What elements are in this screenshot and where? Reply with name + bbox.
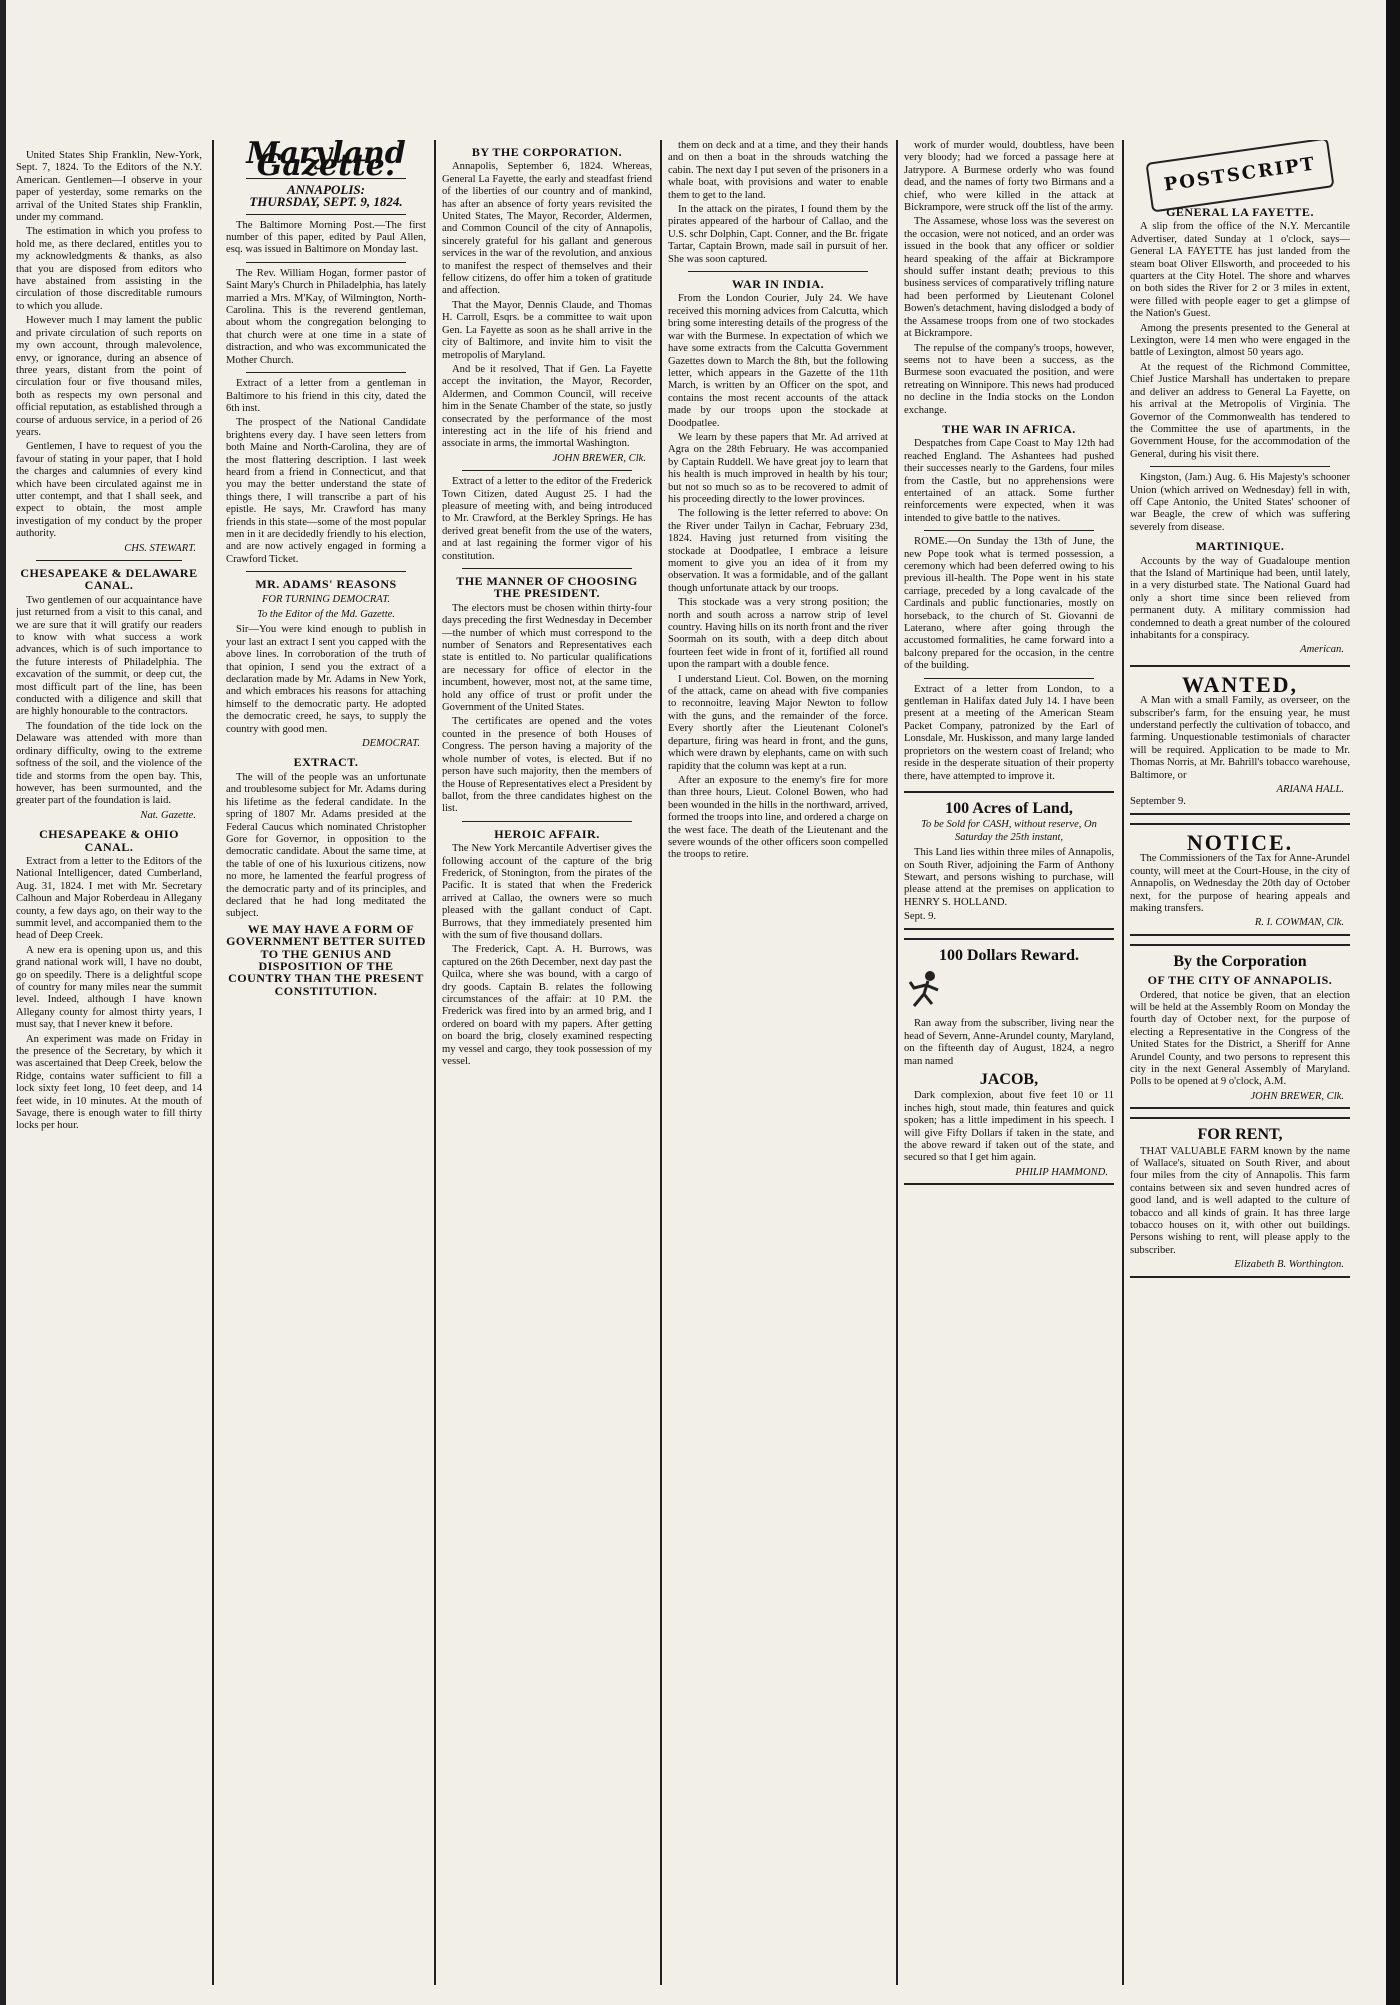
advertisement [1130, 944, 1350, 1109]
signature: JOHN BREWER, Clk. [1250, 1090, 1344, 1102]
ad-body: A Man with a small Family, as overseer, on the subscriber's farm, for the ensuing year, he must understand perfectly the cultivation of tobacco, and farming. Unquestionable testimonials of character will be required. Application to be made to Mr. Thomas Norris, at Mr. Bahrill's tobacco warehouse, Baltimore, or [1130, 695, 1350, 781]
headline: EXTRACT. [293, 755, 359, 770]
article-paragraph: The foundation of the tide lock on the Delaware was attended with more than ordinary difficulty, owing to the extreme softness of the soil, and the violence of the tide and storms from the open bay. This, however, has been surmounted, and the greater part of the foundation is laid. [16, 720, 202, 807]
article-paragraph: A slip from the office of the N.Y. Mercantile Advertiser, dated Sunday at 1 o'clock, says—General LA FAYETTE has just landed from the steam boat Oliver Ellsworth, and proceeded to his quarters at the City Hotel. The shore and wharves on both sides the River for 2 or 3 miles in extent, were filled with people eager to get a glimpse of the Nation's Guest. [1130, 221, 1350, 320]
signature: JOHN BREWER, Clk. [552, 452, 646, 464]
article-paragraph: The repulse of the company's troops, however, seems not to have been a success, as the Burmese soon evacuated the position, and were retreating on Winnipore. This news had produced no decline in the India stocks on the London exchange. [904, 342, 1114, 416]
ad-title: NOTICE. [1186, 829, 1294, 855]
article-paragraph: Despatches from Cape Coast to May 12th had reached England. The Ashantees had pushed their successes nearly to the Gardens, four miles from the Castle, but no apprehensions were entertained of an attack. Some further reinforcements were expected, when it was intended to give battle to the natives. [904, 438, 1114, 524]
signature: Nat. Gazette. [140, 809, 196, 821]
article-paragraph: Accounts by the way of Guadaloupe mention that the Island of Martinique had been, until lately, in a very disturbed state. The National Guard had only a short time since been relieved from permanent duty. A military commission had condemned to death a great number of the coloured inhabitants for a conspiracy. [1130, 555, 1350, 641]
masthead [226, 140, 426, 215]
ad-body: Ran away from the subscriber, living near the head of Severn, Anne-Arundel county, Maryland, on the fifteenth day of August, 1824, a negro man named [904, 1018, 1114, 1067]
article-paragraph: Sir—You were kind enough to publish in your last an extract I sent you capped with the above lines. In corroboration of the truth of that opinion, I send you the extract of a declaration made by Mr. Adams in New York, and which embraces his reasons for attaching himself to the democratic party. He adopted the democratic creed, he says, to supply the country with good men. [226, 624, 426, 735]
headline: THE WAR IN AFRICA. [942, 421, 1076, 436]
article-paragraph: The Rev. William Hogan, former pastor of Saint Mary's Church in Philadelphia, has lately married a Mrs. M'Kay, of Wilmington, North-Carolina. This is the reverend gentleman, about whom the congregation belonging to that church were at one time in a state of distraction, and who was excommunicated the Mother Church. [226, 267, 426, 366]
article-paragraph: WE MAY HAVE A FORM OF GOVERNMENT BETTER SUITED TO THE GENIUS AND DISPOSITION OF THE COUNTRY THAN THE PRESENT CONSTITUTION. [226, 921, 426, 998]
column-4 [904, 140, 1114, 1975]
headline: MR. ADAMS' REASONS [255, 577, 397, 592]
column-rule [660, 140, 662, 1985]
advertisement [904, 938, 1114, 1186]
ad-title: FOR RENT, [1197, 1126, 1283, 1144]
article-paragraph: Extract of a letter from a gentleman in Baltimore to his friend in this city, dated the 6th inst. [226, 378, 426, 414]
article-paragraph: work of murder would, doubtless, have been very bloody; had we forced a passage here at Jatrypore. A Burmese orderly who was found dead, and the names of forty two Birmans and a chief, who were killed in the attack at Bickrampore, were struck off the list of the army. [904, 140, 1114, 214]
article-paragraph: At the request of the Richmond Committee, Chief Justice Marshall has undertaken to prepare and deliver an address to General La Fayette, on his arrival at the Metropolis of Virginia. The Governor of the Commonwealth has tendered to the Committee the use of apartments, in the Government House, for the accommodation of the General, during his visit there. [1130, 361, 1350, 460]
divider [246, 372, 406, 373]
divider [924, 530, 1094, 531]
signature: R. I. COWMAN, Clk. [1254, 917, 1344, 929]
article-paragraph: Gentlemen, I have to request of you the favour of stating in your paper, that I hold the charges and calumnies of every kind which have been circulated against me in utter contempt, and that I shall seek, and expect to obtain, the most ample investigation of my conduct by the proper authority. [16, 441, 202, 540]
ad-subtitle: To be Sold for CASH, without reserve, On Saturday the 25th instant, [921, 819, 1097, 843]
ad-body: This Land lies within three miles of Annapolis, on South River, adjoining the Farm of Anthony Stewart, and persons wishing to purchase, will please attend at the premises on application to HENRY S. HOLLAND. [904, 847, 1114, 908]
runaway-figure-icon [904, 970, 950, 1010]
article-paragraph: We learn by these papers that Mr. Ad arrived at Agra on the 28th February. He was accompanied by Captain Ruddell. We have great joy to learn that his health is much improved in health by his tour; but not so much so as to be recovered to admit of his proceeding directly to the lower provinces. [668, 431, 888, 505]
ad-body: Ordered, that notice be given, that an election will be held at the Assembly Room on Monday the fourth day of October next, for the purpose of electing a Representative in the Congress of the United States for the District, a Sheriff for Anne Arundel County, and two persons to represent this city in the next General Assembly of Maryland. Polls to be opened at 9 o'clock, A.M. [1130, 989, 1350, 1088]
ad-title: By the Corporation [1173, 952, 1307, 970]
article-paragraph: The certificates are opened and the votes counted in the presence of both Houses of Congress. The person having a majority of the whole number of votes, is elected. But if no person have such majority, then the members of the House of Representatives elect a President by ballot, from the three candidates highest on the list. [442, 716, 652, 815]
ad-date: Sept. 9. [904, 911, 937, 923]
column-rule [896, 140, 898, 1985]
subheadline: FOR TURNING DEMOCRAT. [261, 593, 391, 605]
advertisement [1130, 1117, 1350, 1277]
article-paragraph: However much I may lament the public and private circulation of such reports on my own account, through malevolence, envy, or ignorance, during an absence of three years, distant from the point of circulation four or five thousand miles, both as respects my own personal and official reputation, as established through a course of arduous service, in a period of 26 years. [16, 315, 202, 438]
article-paragraph: The following is the letter referred to above: On the River under Tailyn in Cachar, February 23d, 1824. Having just returned from visiting the stockade at Doodpatlee, I embrace a leisure moment to give you an idea of it from my observation. It was a formidable, and of the gallant though unfortunate attack by our troops. [668, 508, 888, 594]
article-paragraph: The estimation in which you profess to hold me, as there declared, entitles you to my acknowledgments & thanks, as also that you are disposed from editors who have abstained from assisting in the circulation of those discreditable rumours to which you allude. [16, 226, 202, 312]
divider [462, 470, 632, 471]
article-paragraph: A new era is opening upon us, and this grand national work will, I have no doubt, go on speedily. There is a delightful scope of country for many miles near the summit level. Indeed, although I have known Allegany county for almost thirty years, I must say, that I never knew it before. [16, 944, 202, 1031]
ad-body: Dark complexion, about five feet 10 or 11 inches high, stout made, thin features and quick spoken; has a little impediment in his speech. I will give Fifty Dollars if taken in the state, and the above reward if taken out of the state, and secured so that I get him again. [904, 1090, 1114, 1164]
ad-title: WANTED, [1181, 671, 1299, 697]
signature: PHILIP HAMMOND. [1015, 1166, 1108, 1178]
column-3 [668, 140, 888, 1975]
article-paragraph: This stockade was a very strong position; the north and south across a narrow strip of level country. Having hills on its north front and the river Soormah on its south, with a deep ditch about fourteen feet wide in front of it, fortified all round upon the rampart with a double fence. [668, 597, 888, 671]
divider [246, 571, 406, 572]
ad-body: THAT VALUABLE FARM known by the name of Wallace's, situated on South River, and about four miles from the city of Annapolis. This farm contains between six and seven hundred acres of good land, and is well adapted to the culture of tobacco and all kinds of grain. It has three large tobacco houses on it, with other out buildings. Persons wishing to rent, will please apply to the subscriber. [1130, 1145, 1350, 1256]
article-paragraph: The electors must be chosen within thirty-four days preceding the first Wednesday in December—the number of which must correspond to the number of Senators and Representatives each state is entitled to. No particular qualifications are necessary for office of elector in the incumbent, however, most not, at the same time, hold any office of trust or profit under the Government of the United States. [442, 602, 652, 714]
article-paragraph: An experiment was made on Friday in the presence of the Secretary, by which it was ascertained that Deep Creek, below the Ridge, contains water sufficient to fill a lock sixty feet long, 10 feet deep, and 14 feet wide, in 10 minutes. At the mouth of Savage, there is enough water to fill thirty locks per hour. [16, 1033, 202, 1132]
column-rule [1122, 140, 1124, 1985]
ad-title: 100 Dollars Reward. [939, 946, 1079, 964]
article-paragraph: In the attack on the pirates, I found them by the pirates appeared of the harbour of Callao, and the U.S. schr Dolphin, Capt. Conner, and the Br. frigate Tartar, Captain Brown, made sail in pursuit of her. She was soon captured. [668, 204, 888, 265]
ad-body: The Commissioners of the Tax for Anne-Arundel county, will meet at the Court-House, in the city of Annapolis, on Wednesday the 20th day of October next, for the purpose of hearing appeals and making transfers. [1130, 853, 1350, 914]
article-paragraph: Extract of a letter to the editor of the Frederick Town Citizen, dated August 25. I had the pleasure of meeting with, and being introduced to Mr. Crawford, at the Berkley Springs. He has derived great benefit from the use of the waters, and at last regaining the former vigor of his constitution. [442, 476, 652, 562]
article-paragraph: them on deck and at a time, and they their hands and on then a boat in the shrouds watching the cabin. The next day I put seven of the prisoners in a whale boat, with provisions and water to enable them to get to the land. [668, 140, 888, 201]
article-paragraph: I understand Lieut. Col. Bowen, on the morning of the attack, came on ahead with five companies to reconnoitre, leaving Major Newton to follow with the guns, and the remainder of the force. Every shortly after the Lieutenant Colonel's departure, firing was heard in front, and the guns, which were drawn by elephants, came on with such rapidity that the column was kept at a run. [668, 673, 888, 772]
ad-name: JACOB, [979, 1071, 1039, 1088]
column-rule [212, 140, 214, 1985]
postscript-banner: POSTSCRIPT [1145, 140, 1334, 213]
advertisement [904, 791, 1114, 930]
article-paragraph: After an exposure to the enemy's fire for more than three hours, Lieut. Colonel Bowen, who had been wounded in the hills in the northward, arrived, formed the troops into line, and ordered a charge on the west face. The death of the Lieutenant and the severe wounds of the other officers soon compelled the troops to retire. [668, 774, 888, 861]
signature: American. [1300, 644, 1344, 656]
article-paragraph: The New York Mercantile Advertiser gives the following account of the capture of the brig Frederick, of Stonington, from the pirates of the Pacific. It is stated that when the Frederick arrived at Callao, the owners were so much pleased with the gallant conduct of Capt. Burrows, that they immediately presented him with the sum of five thousand dollars. [442, 843, 652, 941]
headline: THE MANNER OF CHOOSING THE PRESIDENT. [456, 574, 638, 601]
article-paragraph: Two gentlemen of our acquaintance have just returned from a visit to this canal, and we are sure that it will gratify our readers to know with what success a work advances, which is of such importance to the future interests of Philadelphia. The excavation of the summit, or deep cut, the most difficult part of the line, has been conducted with a diligence and skill that are highly honourable to the contractors. [16, 594, 202, 718]
subheadline: To the Editor of the Md. Gazette. [257, 609, 395, 620]
newspaper-page [6, 0, 1386, 2005]
ad-date: September 9. [1130, 796, 1186, 808]
divider [246, 214, 406, 215]
signature: DEMOCRAT. [362, 738, 420, 750]
article-paragraph: ROME.—On Sunday the 13th of June, the new Pope took what is termed possession, a ceremony which had been deferred owing to his previous ill-health. The Pope went in his state carriage, preceded by a long cavalcade of the Cardinals and public functionaries, mostly on horseback, to the church of St. Giovanni de Laterano, where after going through the accustomed formalities, he came forward into a balcony prepared for the occasion, in the centre of the building. [904, 536, 1114, 672]
divider [688, 271, 868, 272]
article-paragraph: Kingston, (Jam.) Aug. 6. His Majesty's schooner Union (which arrived on Wednesday) fell in with, off Cape Antonio, the United States' schooner of war Beagle, the crew of which was suffering severely from disease. [1130, 472, 1350, 533]
headline: CHESAPEAKE & OHIO CANAL. [39, 827, 179, 854]
article-paragraph: Extract from a letter to the Editors of the National Intelligencer, dated Cumberland, Aug. 31, 1824. I met with Mr. Secretary Calhoun and Major Roberdeau in Allegany county, a few days ago, on their way to the summit level, and accompanied them to the head of Deep Creek. [16, 855, 202, 942]
article-paragraph: And be it resolved, That if Gen. La Fayette accept the invitation, the Mayor, Recorder, Aldermen, and Common Council, will receive him in the Senate Chamber of the state, so justly consecrated by the performance of the most interesting act in the life of his friend and associate in arms, the immortal Washington. [442, 363, 652, 450]
divider [462, 568, 632, 569]
divider [924, 678, 1094, 679]
article-paragraph: The prospect of the National Candidate brightens every day. I have seen letters from both Maine and North-Carolina, they are of the most flattering description. I last week heard from a friend in Connecticut, and that you may the better understand the state of things there, I will transcribe a part of his epistle. He says, Mr. Crawford has many friends in this state—some of the most popular men in it are decidedly friendly to his election, and are now actively engaged in forming a Crawford Ticket. [226, 417, 426, 565]
column-2 [442, 140, 652, 1975]
headline: GENERAL LA FAYETTE. [1166, 205, 1314, 219]
article-paragraph: United States Ship Franklin, New-York, Sept. 7, 1824. To the Editors of the N.Y. American. Gentlemen—I observe in your paper of yesterday, some remarks on the arrival of the United States ship Franklin, under my command. [16, 150, 202, 224]
divider [462, 821, 632, 822]
advertisement [1130, 823, 1350, 936]
divider [36, 560, 182, 561]
article-paragraph: The Frederick, Capt. A. H. Burrows, was captured on the 26th December, next day past the Quilca, where she was bound, with a cargo of dry goods. Captain B. relates the following circumstances of the affair: at 10 P.M. the Frederick was fired into by an armed brig, and I ordered on board with my papers. After getting on board the brig, closely examined respecting my vessel and cargo, they took possession of my vessel. [442, 944, 652, 1068]
article-paragraph: The will of the people was an unfortunate and troublesome subject for Mr. Adams during his lifetime as the federal candidate. In the spring of 1807 Mr. Adams presided at the Federal Caucus which nominated Christopher Gore for Governor, in opposition to the democratic candidate. About the same time, at the table of one of his luxurious citizens, now no more, he lamented the fearful progress of the democratic party and of its principles, and declared that he had long meditated the subject. [226, 771, 426, 920]
divider [1150, 466, 1330, 467]
article-paragraph: The Assamese, whose loss was the severest on the occasion, were not noticed, and an order was issued in the book that any officer or soldier heard speaking of the affair at Bickrampore should suffer instant death; previous to this business services of comparatively trifling nature had been performed by Lieutenant Colonel Bowen's detachment, having dislodged a body of the Assamese troops from one of two stockades at Bickrampore. [904, 216, 1114, 340]
article-paragraph: Among the presents presented to the General at Lexington, were 14 men who were engaged in the battle of Lexington, almost 50 years ago. [1130, 322, 1350, 359]
article-paragraph: Annapolis, September 6, 1824. Whereas, General La Fayette, the early and steadfast friend of the liberties of our country and of mankind, has after an absence of forty years revisited the United States, The Mayor, Recorder, Aldermen, and Common Council of the city of Annapolis, sincerely grateful for his gallant and generous services in the war of the revolution, and anxious to manifest the respect of themselves and their fellow citizens, do offer him a token of gratitude and affection. [442, 161, 652, 297]
ad-subtitle: OF THE CITY OF ANNAPOLIS. [1147, 973, 1333, 988]
signature: CHS. STEWART. [124, 542, 196, 554]
article-paragraph: That the Mayor, Dennis Claude, and Thomas H. Carroll, Esqrs. be a committee to wait upon Gen. La Fayette as soon as he shall arrive in the city of Baltimore, and invite him to visit the metropolis of Maryland. [442, 299, 652, 361]
headline: HEROIC AFFAIR. [494, 826, 600, 841]
column-5 [1130, 140, 1350, 1975]
headline: BY THE CORPORATION. [471, 145, 623, 159]
ad-title: 100 Acres of Land, [945, 799, 1073, 817]
divider [246, 262, 406, 263]
article-paragraph: Extract of a letter from London, to a gentleman in Halifax dated July 14. I have been present at a meeting of the American Steam Packet Company, patronized by the Earl of Lonsdale, Mr. Huskisson, and many large landed proprietors on the western coast of Ireland; who reside in the desperate situation of their property there, have attempted to improve it. [904, 683, 1114, 782]
advertisement [1130, 665, 1350, 815]
headline: MARTINIQUE. [1195, 539, 1285, 554]
masthead-place: ANNAPOLIS: [286, 181, 365, 197]
left-page-column [16, 150, 202, 1975]
column-1 [226, 140, 426, 1975]
headline: WAR IN INDIA. [731, 277, 825, 292]
signature: Elizabeth B. Worthington. [1234, 1259, 1344, 1271]
signature: ARIANA HALL. [1276, 784, 1344, 796]
column-rule [434, 140, 436, 1985]
headline: CHESAPEAKE & DELAWARE CANAL. [20, 566, 198, 593]
masthead-title: Maryland Gazette. [246, 140, 406, 184]
masthead-date: THURSDAY, SEPT. 9, 1824. [249, 194, 403, 210]
article-paragraph: From the London Courier, July 24. We have received this morning advices from Calcutta, which bring some interesting details of the progress of the war with the Burmese. In expectation of which we have some extracts from the Calcutta Government Gazettes down to March the 8th, but the following letter, which appears in the Gazette of the 11th March, is written by an Officer on the spot, and contains the most recent accounts of the attack made by our troops upon the stockade at Doodpatlee. [668, 293, 888, 429]
article-paragraph: The Baltimore Morning Post.—The first number of this paper, edited by Paul Allen, esq. was issued in Baltimore on Monday last. [226, 219, 426, 256]
